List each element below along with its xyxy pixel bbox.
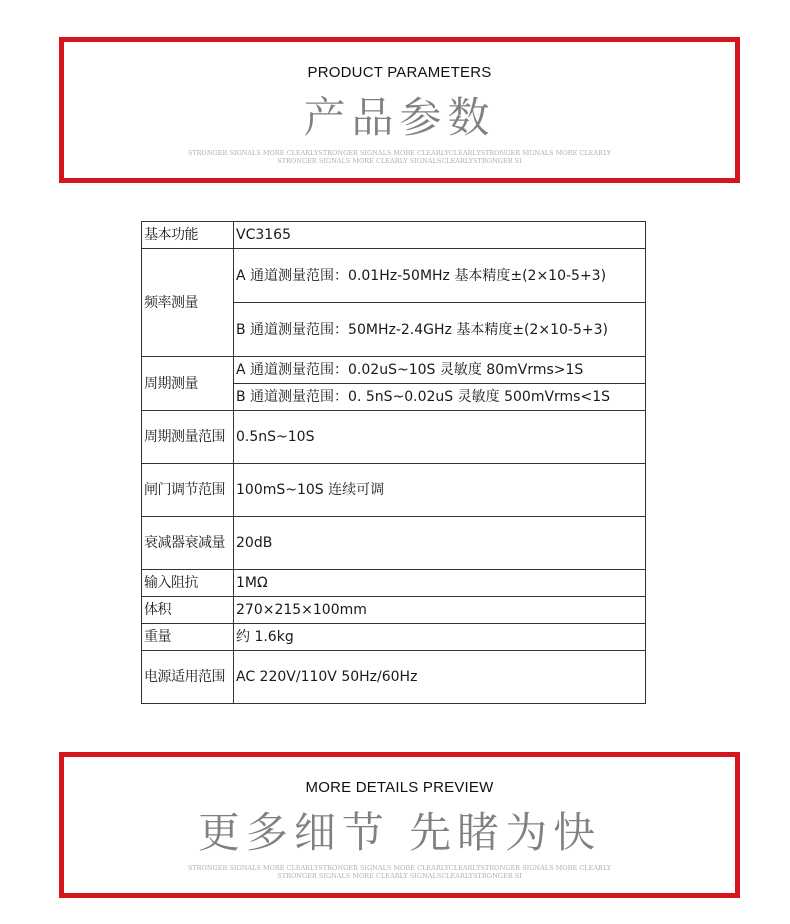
product-parameters-banner [59,37,740,183]
table-row [142,570,646,597]
table-row [142,517,646,570]
param-label: 周期测量范围 [142,411,234,464]
param-value: 20dB [234,517,646,570]
param-label: 重量 [142,624,234,651]
banner-title-en: MORE DETAILS PREVIEW [305,779,494,796]
param-value: VC3165 [234,222,646,249]
banner-title-en: PRODUCT PARAMETERS [307,64,492,81]
param-label: 衰减器衰减量 [142,517,234,570]
param-label: 频率测量 [142,249,234,357]
param-value: 0.5nS~10S [234,411,646,464]
table-row [142,597,646,624]
param-value: A 通道测量范围：0.01Hz-50MHz 基本精度±(2×10-5+3) [234,249,646,303]
param-value: 约 1.6kg [234,624,646,651]
banner-title-zh: 产品参数 [303,93,496,142]
table-row [142,357,646,384]
banner-tagline: STRONGER SIGNALS MORE CLEARLYSTRONGER SIGNALS MORE CLEARLYCLEARLYSTRONGER SIGNALS MORE CLEARLY STRONGER SIGNALS MORE CLEARLY SIGNALSCLEARLYSTRONGER SI [187,149,612,165]
param-label: 基本功能 [142,222,234,249]
table-row [142,624,646,651]
param-value: B 通道测量范围：0. 5nS~0.02uS 灵敏度 500mVrms<1S [234,384,646,411]
param-label: 输入阻抗 [142,570,234,597]
param-value: 270×215×100mm [234,597,646,624]
param-label: 电源适用范围 [142,651,234,704]
table-row [142,411,646,464]
banner-tagline: STRONGER SIGNALS MORE CLEARLYSTRONGER SIGNALS MORE CLEARLYCLEARLYSTRONGER SIGNALS MORE CLEARLY STRONGER SIGNALS MORE CLEARLY SIGNALSCLEARLYSTRONGER SI [187,864,612,880]
param-value: 100mS~10S 连续可调 [234,464,646,517]
table-row [142,222,646,249]
param-value: 1MΩ [234,570,646,597]
table-row [142,249,646,303]
table-row [142,464,646,517]
param-label: 闸门调节范围 [142,464,234,517]
table-row [142,651,646,704]
param-label: 体积 [142,597,234,624]
param-value: B 通道测量范围：50MHz-2.4GHz 基本精度±(2×10-5+3) [234,303,646,357]
param-value: AC 220V/110V 50Hz/60Hz [234,651,646,704]
param-label: 周期测量 [142,357,234,411]
product-parameters-table [141,221,646,704]
param-value: A 通道测量范围：0.02uS~10S 灵敏度 80mVrms>1S [234,357,646,384]
more-details-banner [59,752,740,898]
banner-title-zh: 更多细节 先睹为快 [197,808,602,857]
